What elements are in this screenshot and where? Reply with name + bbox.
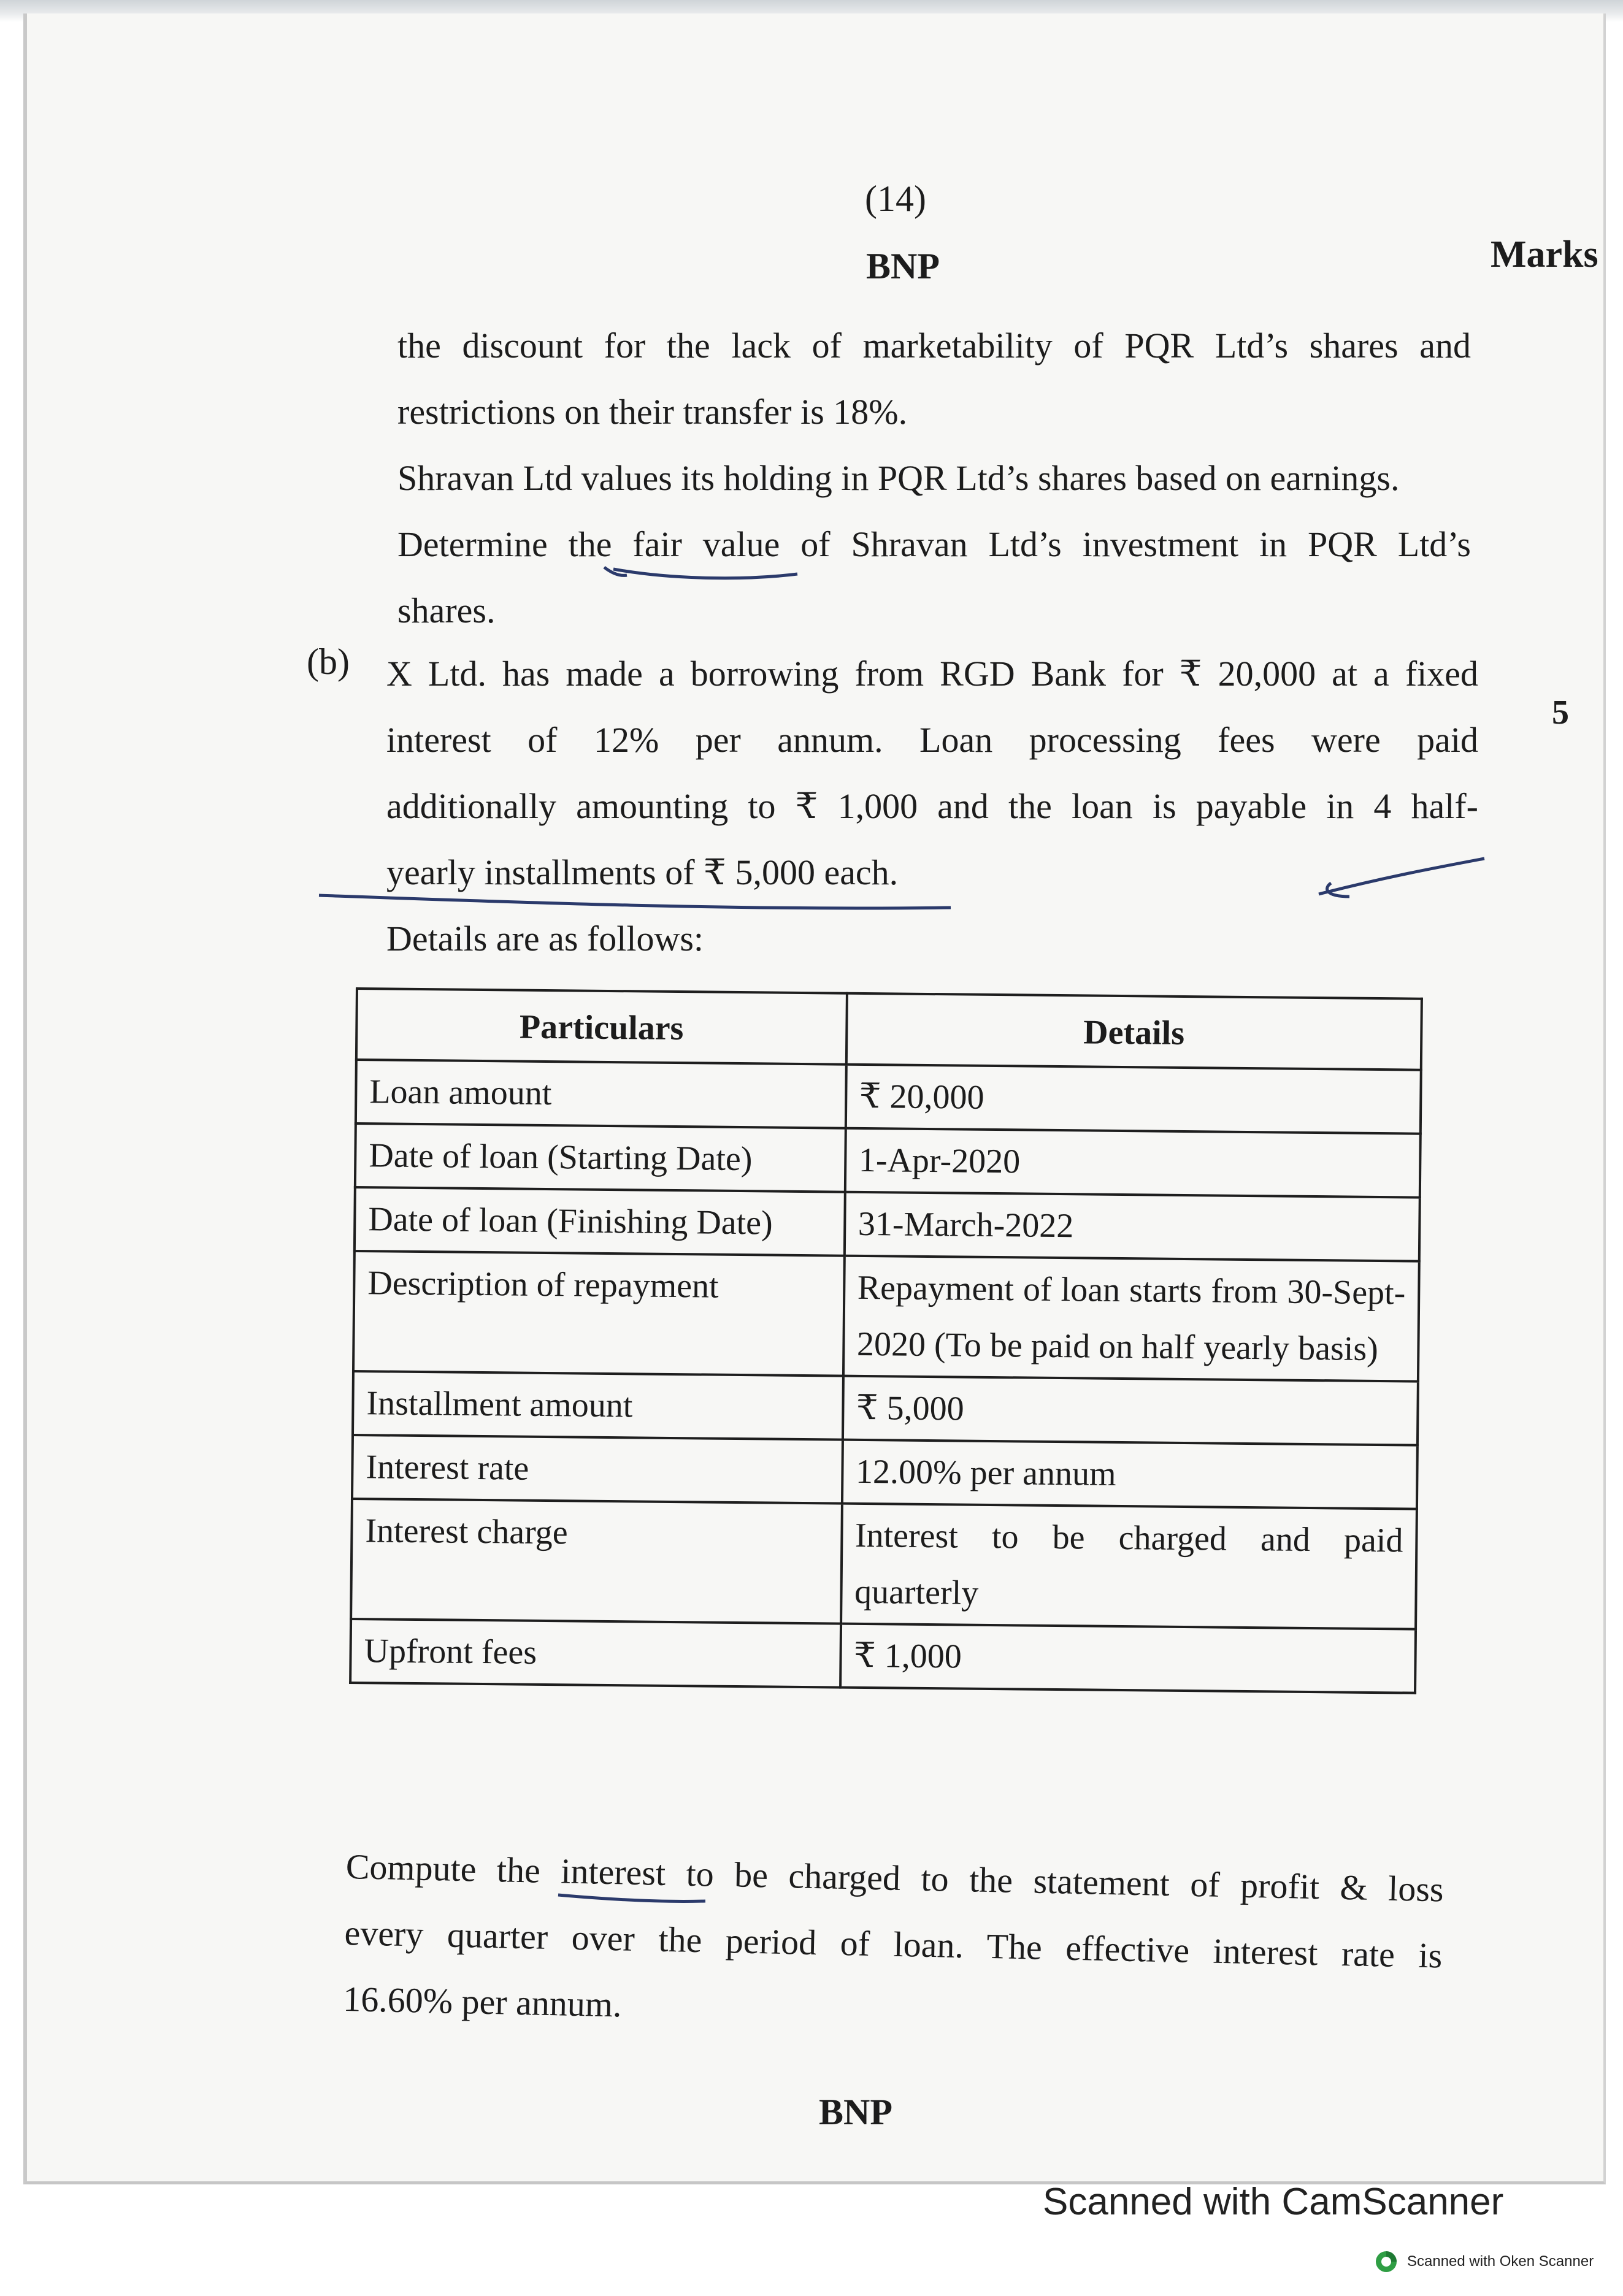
part-a-line: restrictions on their transfer is 18%. (397, 392, 908, 432)
column-header-details: Details (846, 993, 1422, 1070)
part-c-line: every quarter over the period of loan. The effective interest rate is (343, 1912, 1443, 1976)
cell-details: Repayment of loan starts from 30-Sept-2020 (To be paid on half yearly basis) (843, 1256, 1419, 1382)
oken-scanner-text: Scanned with Oken Scanner (1407, 2253, 1594, 2270)
cell-particulars: Upfront fees (350, 1619, 841, 1688)
table-row (353, 1371, 1418, 1445)
table-row (355, 1123, 1421, 1198)
marks-heading: Marks (1491, 234, 1598, 275)
table-row (350, 1619, 1416, 1693)
part-c-line: 16.60% per annum. (342, 1978, 623, 2025)
part-a-line: Shravan Ltd values its holding in PQR Ltd’s shares based on earnings. (397, 458, 1400, 498)
table-row (355, 1187, 1420, 1261)
oken-logo-icon (1374, 2249, 1399, 2274)
cell-details: 31-March-2022 (844, 1192, 1419, 1261)
part-b-line: interest of 12% per annum. Loan processing fees were paid (386, 720, 1478, 760)
table-row (351, 1499, 1417, 1629)
question-part-a (397, 313, 1471, 644)
column-header-particulars: Particulars (356, 989, 847, 1065)
part-a-line: the discount for the lack of marketability of PQR Ltd’s shares and (397, 326, 1471, 365)
part-a-line: Determine the fair value of Shravan Ltd’s investment in PQR Ltd’s (397, 524, 1471, 564)
question-part-b (386, 641, 1478, 972)
part-a-line: shares. (397, 591, 496, 630)
table-row (353, 1251, 1419, 1382)
part-c-line: Compute the interest to be charged to the statement of profit & loss (345, 1846, 1445, 1910)
cell-particulars: Description of repayment (353, 1251, 844, 1376)
cell-details: 1-Apr-2020 (845, 1128, 1420, 1198)
cell-particulars: Installment amount (353, 1371, 843, 1440)
cell-details: ₹ 1,000 (840, 1624, 1416, 1693)
page-number: (14) (865, 178, 926, 219)
table-header-row (356, 989, 1422, 1070)
cell-particulars: Interest rate (352, 1435, 843, 1504)
camscanner-watermark: Scanned with CamScanner (1043, 2181, 1504, 2223)
question-label-b: (b) (307, 641, 350, 682)
table-row (356, 1060, 1421, 1134)
oken-scanner-badge (1374, 2249, 1594, 2274)
cell-particulars: Loan amount (356, 1060, 846, 1128)
marks-value-b: 5 (1552, 694, 1569, 732)
part-b-line: additionally amounting to ₹ 1,000 and the loan is payable in 4 half- (386, 786, 1478, 826)
cell-details: ₹ 20,000 (845, 1065, 1421, 1134)
table-row (352, 1435, 1418, 1509)
cell-particulars: Date of loan (Starting Date) (355, 1123, 846, 1192)
cell-details: ₹ 5,000 (843, 1376, 1418, 1445)
part-b-line: yearly installments of ₹ 5,000 each. (386, 852, 899, 892)
part-b-line: Details are as follows: (386, 919, 704, 959)
question-part-c (342, 1834, 1444, 2055)
cell-particulars: Date of loan (Finishing Date) (355, 1187, 845, 1256)
part-b-line: X Ltd. has made a borrowing from RGD Bank for ₹ 20,000 at a fixed (386, 654, 1478, 694)
paper-code-footer: BNP (819, 2092, 892, 2132)
paper-code-header: BNP (866, 246, 940, 286)
cell-details: 12.00% per annum (842, 1440, 1418, 1509)
loan-details-table (349, 987, 1423, 1694)
cell-details: Interest to be charged and paid quarterly (841, 1504, 1417, 1629)
cell-particulars: Interest charge (351, 1499, 842, 1624)
